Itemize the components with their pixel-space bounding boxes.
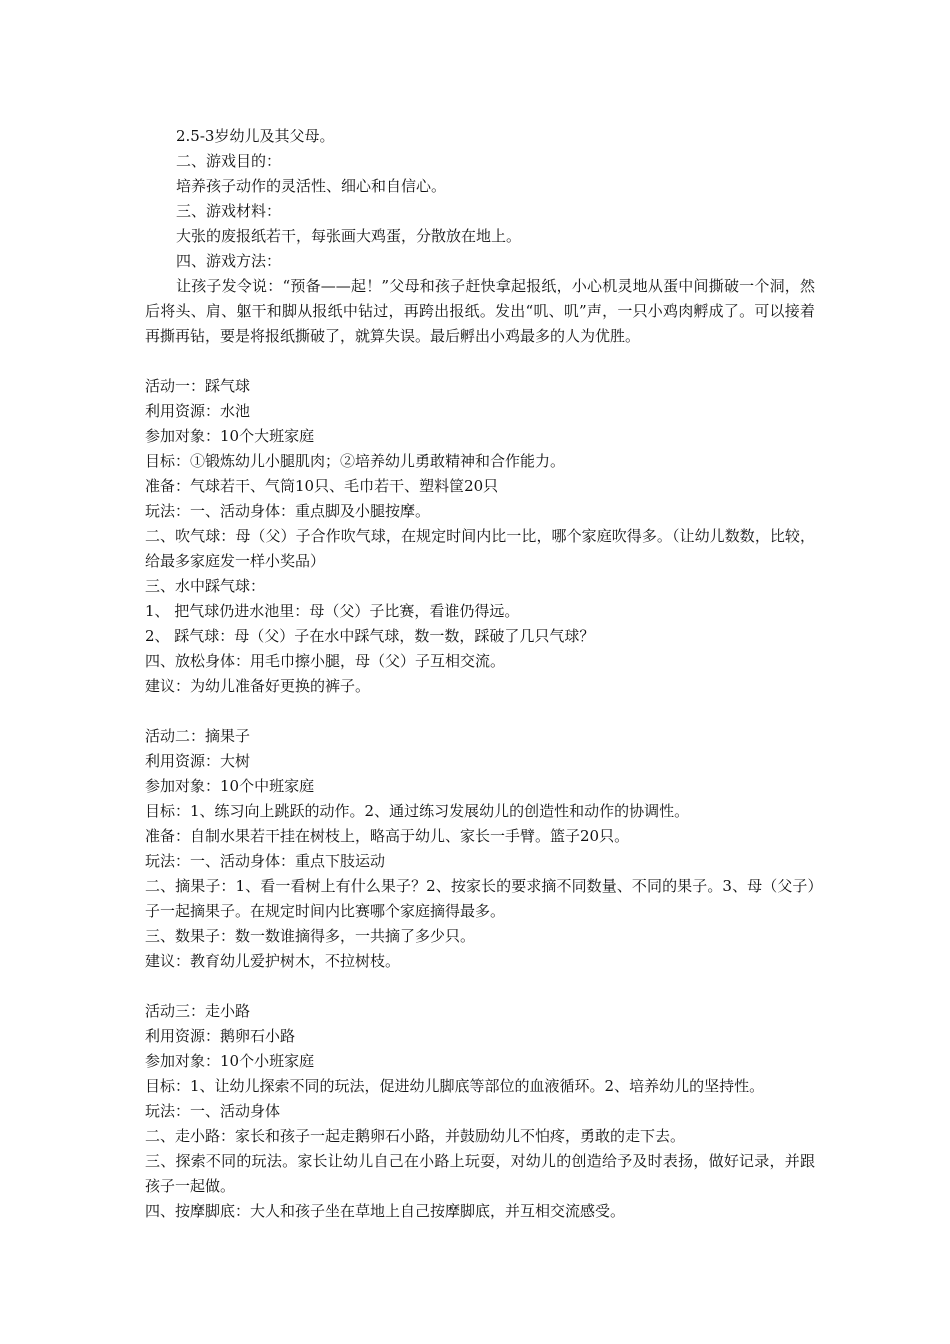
activity-1-suggestion: 建议：为幼儿准备好更换的裤子。 [145, 677, 371, 695]
activity-3-title: 活动三：走小路 [145, 1002, 251, 1020]
activity-1-method: 玩法：一、活动身体：重点脚及小腿按摩。 [145, 502, 431, 520]
activity-3-goal: 目标：1、让幼儿探索不同的玩法，促进幼儿脚底等部位的血液循环。2、培养幼儿的坚持性。 [145, 1077, 765, 1095]
section-gap [145, 974, 815, 999]
activity-1-substep-2: 2、 踩气球：母（父）子在水中踩气球，数一数，踩破了几只气球？ [145, 627, 595, 645]
activity-2-step-3: 三、数果子：数一数谁摘得多，一共摘了多少只。 [145, 927, 476, 945]
activity-3-section [145, 999, 815, 1224]
activity-1-step-4: 四、放松身体：用毛巾擦小腿，母（父）子互相交流。 [145, 652, 506, 670]
activity-1-resource: 利用资源：水池 [145, 402, 251, 420]
intro-section [145, 124, 815, 349]
activity-2-participants: 参加对象：10个中班家庭 [145, 777, 315, 795]
document-body [145, 124, 815, 1224]
activity-1-preparation: 准备：气球若干、气筒10只、毛巾若干、塑料筐20只 [145, 477, 499, 495]
intro-materials-text: 大张的废报纸若干，每张画大鸡蛋，分散放在地上。 [176, 227, 522, 245]
intro-method-heading: 四、游戏方法： [176, 252, 282, 270]
intro-participants: 2.5-3岁幼儿及其父母。 [176, 127, 335, 145]
intro-goal-text: 培养孩子动作的灵活性、细心和自信心。 [176, 177, 447, 195]
activity-3-step-2: 二、走小路：家长和孩子一起走鹅卵石小路，并鼓励幼儿不怕疼，勇敢的走下去。 [145, 1127, 686, 1145]
activity-3-method: 玩法：一、活动身体 [145, 1102, 281, 1120]
section-gap [145, 349, 815, 374]
activity-1-goal: 目标：①锻炼幼儿小腿肌肉；②培养幼儿勇敢精神和合作能力。 [145, 452, 566, 470]
intro-materials-heading: 三、游戏材料： [176, 202, 282, 220]
activity-1-step-3: 三、水中踩气球： [145, 577, 266, 595]
activity-3-step-4: 四、按摩脚底：大人和孩子坐在草地上自己按摩脚底，并互相交流感受。 [145, 1202, 626, 1220]
section-gap [145, 699, 815, 724]
activity-1-substep-1: 1、 把气球仍进水池里：母（父）子比赛，看谁仍得远。 [145, 602, 520, 620]
activity-3-participants: 参加对象：10个小班家庭 [145, 1052, 315, 1070]
activity-1-section [145, 374, 815, 699]
activity-2-method: 玩法：一、活动身体：重点下肢运动 [145, 852, 386, 870]
activity-2-preparation: 准备：自制水果若干挂在树枝上，略高于幼儿、家长一手臂。篮子20只。 [145, 827, 630, 845]
activity-1-step-2: 二、吹气球：母（父）子合作吹气球，在规定时间内比一比，哪个家庭吹得多。（让幼儿数数，比较，给最多家庭发一样小奖品） [145, 527, 815, 570]
activity-1-participants: 参加对象：10个大班家庭 [145, 427, 315, 445]
intro-goal-heading: 二、游戏目的： [176, 152, 282, 170]
activity-3-resource: 利用资源：鹅卵石小路 [145, 1027, 296, 1045]
activity-2-step-2: 二、摘果子：1、看一看树上有什么果子？2、按家长的要求摘不同数量、不同的果子。3、母（父子）子一起摘果子。在规定时间内比赛哪个家庭摘得最多。 [145, 877, 815, 920]
activity-2-suggestion: 建议：教育幼儿爱护树木，不拉树枝。 [145, 952, 401, 970]
intro-method-text: 让孩子发令说：“预备——起！”父母和孩子赶快拿起报纸，小心机灵地从蛋中间撕破一个洞，然后将头、肩、躯干和脚从报纸中钻过，再跨出报纸。发出“叽、叽”声，一只小鸡肉孵成了。可以接着再撕再钻，要是将报纸撕破了，就算失误。最后孵出小鸡最多的人为优胜。 [145, 277, 815, 345]
activity-2-section [145, 724, 815, 974]
activity-1-title: 活动一：踩气球 [145, 377, 251, 395]
activity-3-step-3: 三、探索不同的玩法。家长让幼儿自己在小路上玩耍，对幼儿的创造给予及时表扬，做好记录，并跟孩子一起做。 [145, 1152, 815, 1195]
activity-2-resource: 利用资源：大树 [145, 752, 251, 770]
activity-2-goal: 目标：1、练习向上跳跃的动作。2、通过练习发展幼儿的创造性和动作的协调性。 [145, 802, 690, 820]
activity-2-title: 活动二：摘果子 [145, 727, 251, 745]
